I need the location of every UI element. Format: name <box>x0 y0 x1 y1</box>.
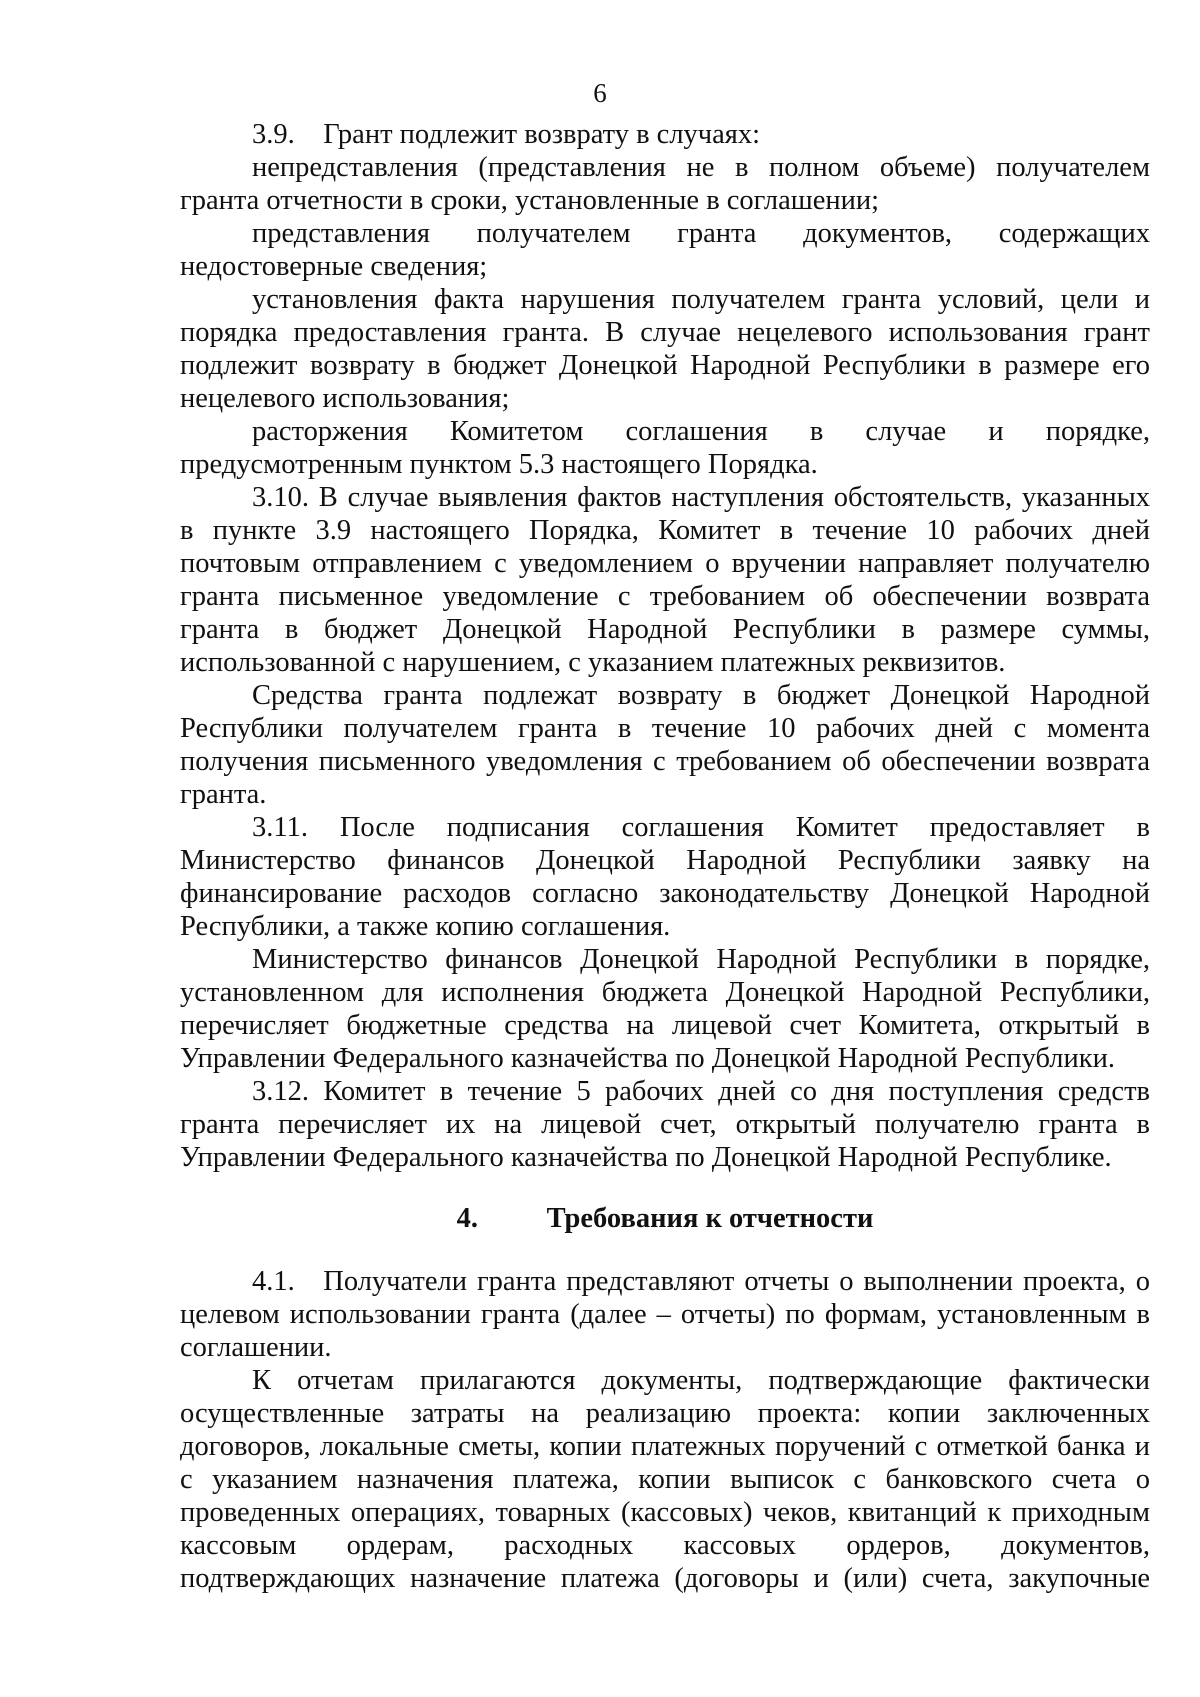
paragraph-3-11-cont: Министерство финансов Донецкой Народной Республики в порядке, установленном для исполнения бюджета Донецкой Народной Республики, перечисляет бюджетные средства на лицевой счет Комитета, открытый в Управлении Федерального казначейства по Донецкой Народной Республики. <box>180 944 1150 1074</box>
document-body <box>180 118 1150 1595</box>
paragraph-3-10-cont: Средства гранта подлежат возврату в бюджет Донецкой Народной Республики получателем гранта в течение 10 рабочих дней с момента получения письменного уведомления с требованием об обеспечении возврата гранта. <box>180 680 1150 810</box>
paragraph-3-10: 3.10. В случае выявления фактов наступления обстоятельств, указанных в пункте 3.9 настоящего Порядка, Комитет в течение 10 рабочих дней почтовым отправлением с уведомлением о вручении направляет получателю гранта письменное уведомление с требованием об обеспечении возврата гранта в бюджет Донецкой Народной Республики в размере суммы, использованной с нарушением, с указанием платежных реквизитов. <box>180 482 1150 678</box>
paragraph-3-9-item-1: непредставления (представления не в полном объеме) получателем гранта отчетности в сроки, установленные в соглашении; <box>180 152 1150 216</box>
paragraph-3-11: 3.11. После подписания соглашения Комитет предоставляет в Министерство финансов Донецкой Народной Республики заявку на финансирование расходов согласно законодательству Донецкой Народной Республики, а также копию соглашения. <box>180 812 1150 942</box>
paragraph-4-1-cont: К отчетам прилагаются документы, подтверждающие фактически осуществленные затраты на реализацию проекта: копии заключенных договоров, локальные сметы, копии платежных поручений с отметкой банка и с указанием назначения платежа, копии выписок с банковского счета о проведенных операциях, товарных (кассовых) чеков, квитанций к приходным кассовым ордерам, расходных кассовых ордеров, документов, подтверждающих назначение платежа (договоры и (или) счета, закупочные <box>180 1365 1150 1594</box>
section-heading <box>180 1202 1150 1235</box>
paragraph-3-9-item-4: расторжения Комитетом соглашения в случае и порядке, предусмотренным пунктом 5.3 настоящего Порядка. <box>180 416 1150 480</box>
page-number: 6 <box>593 78 607 108</box>
paragraph-3-9: 3.9. Грант подлежит возврату в случаях: <box>252 119 761 150</box>
section-title: Требования к отчетности <box>546 1203 874 1234</box>
paragraph-3-9-item-2: представления получателем гранта документов, содержащих недостоверные сведения; <box>180 218 1150 282</box>
paragraph-3-12: 3.12. Комитет в течение 5 рабочих дней со дня поступления средств гранта перечисляет их на лицевой счет, открытый получателю гранта в Управлении Федерального казначейства по Донецкой Народной Республике. <box>180 1076 1150 1173</box>
section-number: 4. <box>456 1203 478 1234</box>
paragraph-4-1: 4.1. Получатели гранта представляют отчеты о выполнении проекта, о целевом использовании гранта (далее – отчеты) по формам, установленным в соглашении. <box>180 1266 1150 1363</box>
paragraph-3-9-item-3: установления факта нарушения получателем гранта условий, цели и порядка предоставления гранта. В случае нецелевого использования грант подлежит возврату в бюджет Донецкой Народной Республики в размере его нецелевого использования; <box>180 284 1150 414</box>
